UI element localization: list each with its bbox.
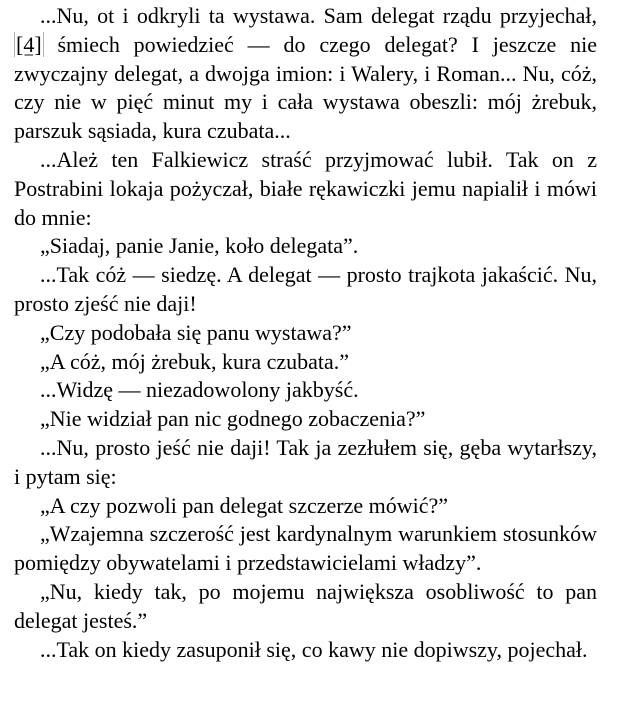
paragraph-5: „Czy podobała się panu wystawa?”	[40, 319, 352, 345]
paragraph-10: „A czy pozwoli pan delegat szczerze mówić?”	[40, 492, 449, 518]
paragraph-2: ...Ależ ten Falkiewicz straść przyjmować lubił. Tak on z Postrabini lokaja pożyczał, białe rękawiczki jemu napialił i mówi do mnie:	[14, 146, 597, 230]
paragraph-12: „Nu, kiedy tak, po mojemu największa osobliwość to pan delegat jesteś.”	[14, 578, 597, 633]
footnote-link-4[interactable]: [4]	[16, 31, 42, 57]
paragraph-13: ...Tak on kiedy zasuponił się, co kawy nie dopiwszy, pojechał.	[40, 636, 588, 662]
paragraph-6: „A cóż, mój żrebuk, kura czubata.”	[40, 348, 350, 374]
paragraph-4: ...Tak cóż — siedzę. A delegat — prosto trajkota jakaścić. Nu, prosto zjeść nie daji!	[14, 262, 597, 316]
paragraph-1	[14, 2, 597, 146]
paragraph-3: „Siadaj, panie Janie, koło delegata”.	[40, 233, 359, 259]
paragraph-8: „Nie widział pan nic godnego zobaczenia?”	[40, 406, 426, 432]
paragraph-1-text-start: ...Nu, ot i odkryli ta wystawa. Sam delegat rządu przyjechał,	[40, 3, 597, 28]
paragraph-1-text-end: śmiech powiedzieć — do czego delegat? I jeszcze nie zwyczajny delegat, a dwojga imion: i Walery, i Roman... Nu, cóż, czy nie w pięć minut my i cała wystawa obeszli: mój żrebuk, parszuk sąsiada, kura czubata...	[14, 31, 597, 144]
paragraph-9: ...Nu, prosto jeść nie daji! Tak ja zezłułem się, gęba wytarłszy, i pytam się:	[14, 434, 597, 489]
paragraph-7: ...Widzę — niezadowolony jakbyść.	[40, 377, 359, 403]
paragraph-11: „Wzajemna szczerość jest kardynalnym warunkiem stosunków pomiędzy obywatelami i przedstawicielami władzy”.	[14, 521, 597, 576]
